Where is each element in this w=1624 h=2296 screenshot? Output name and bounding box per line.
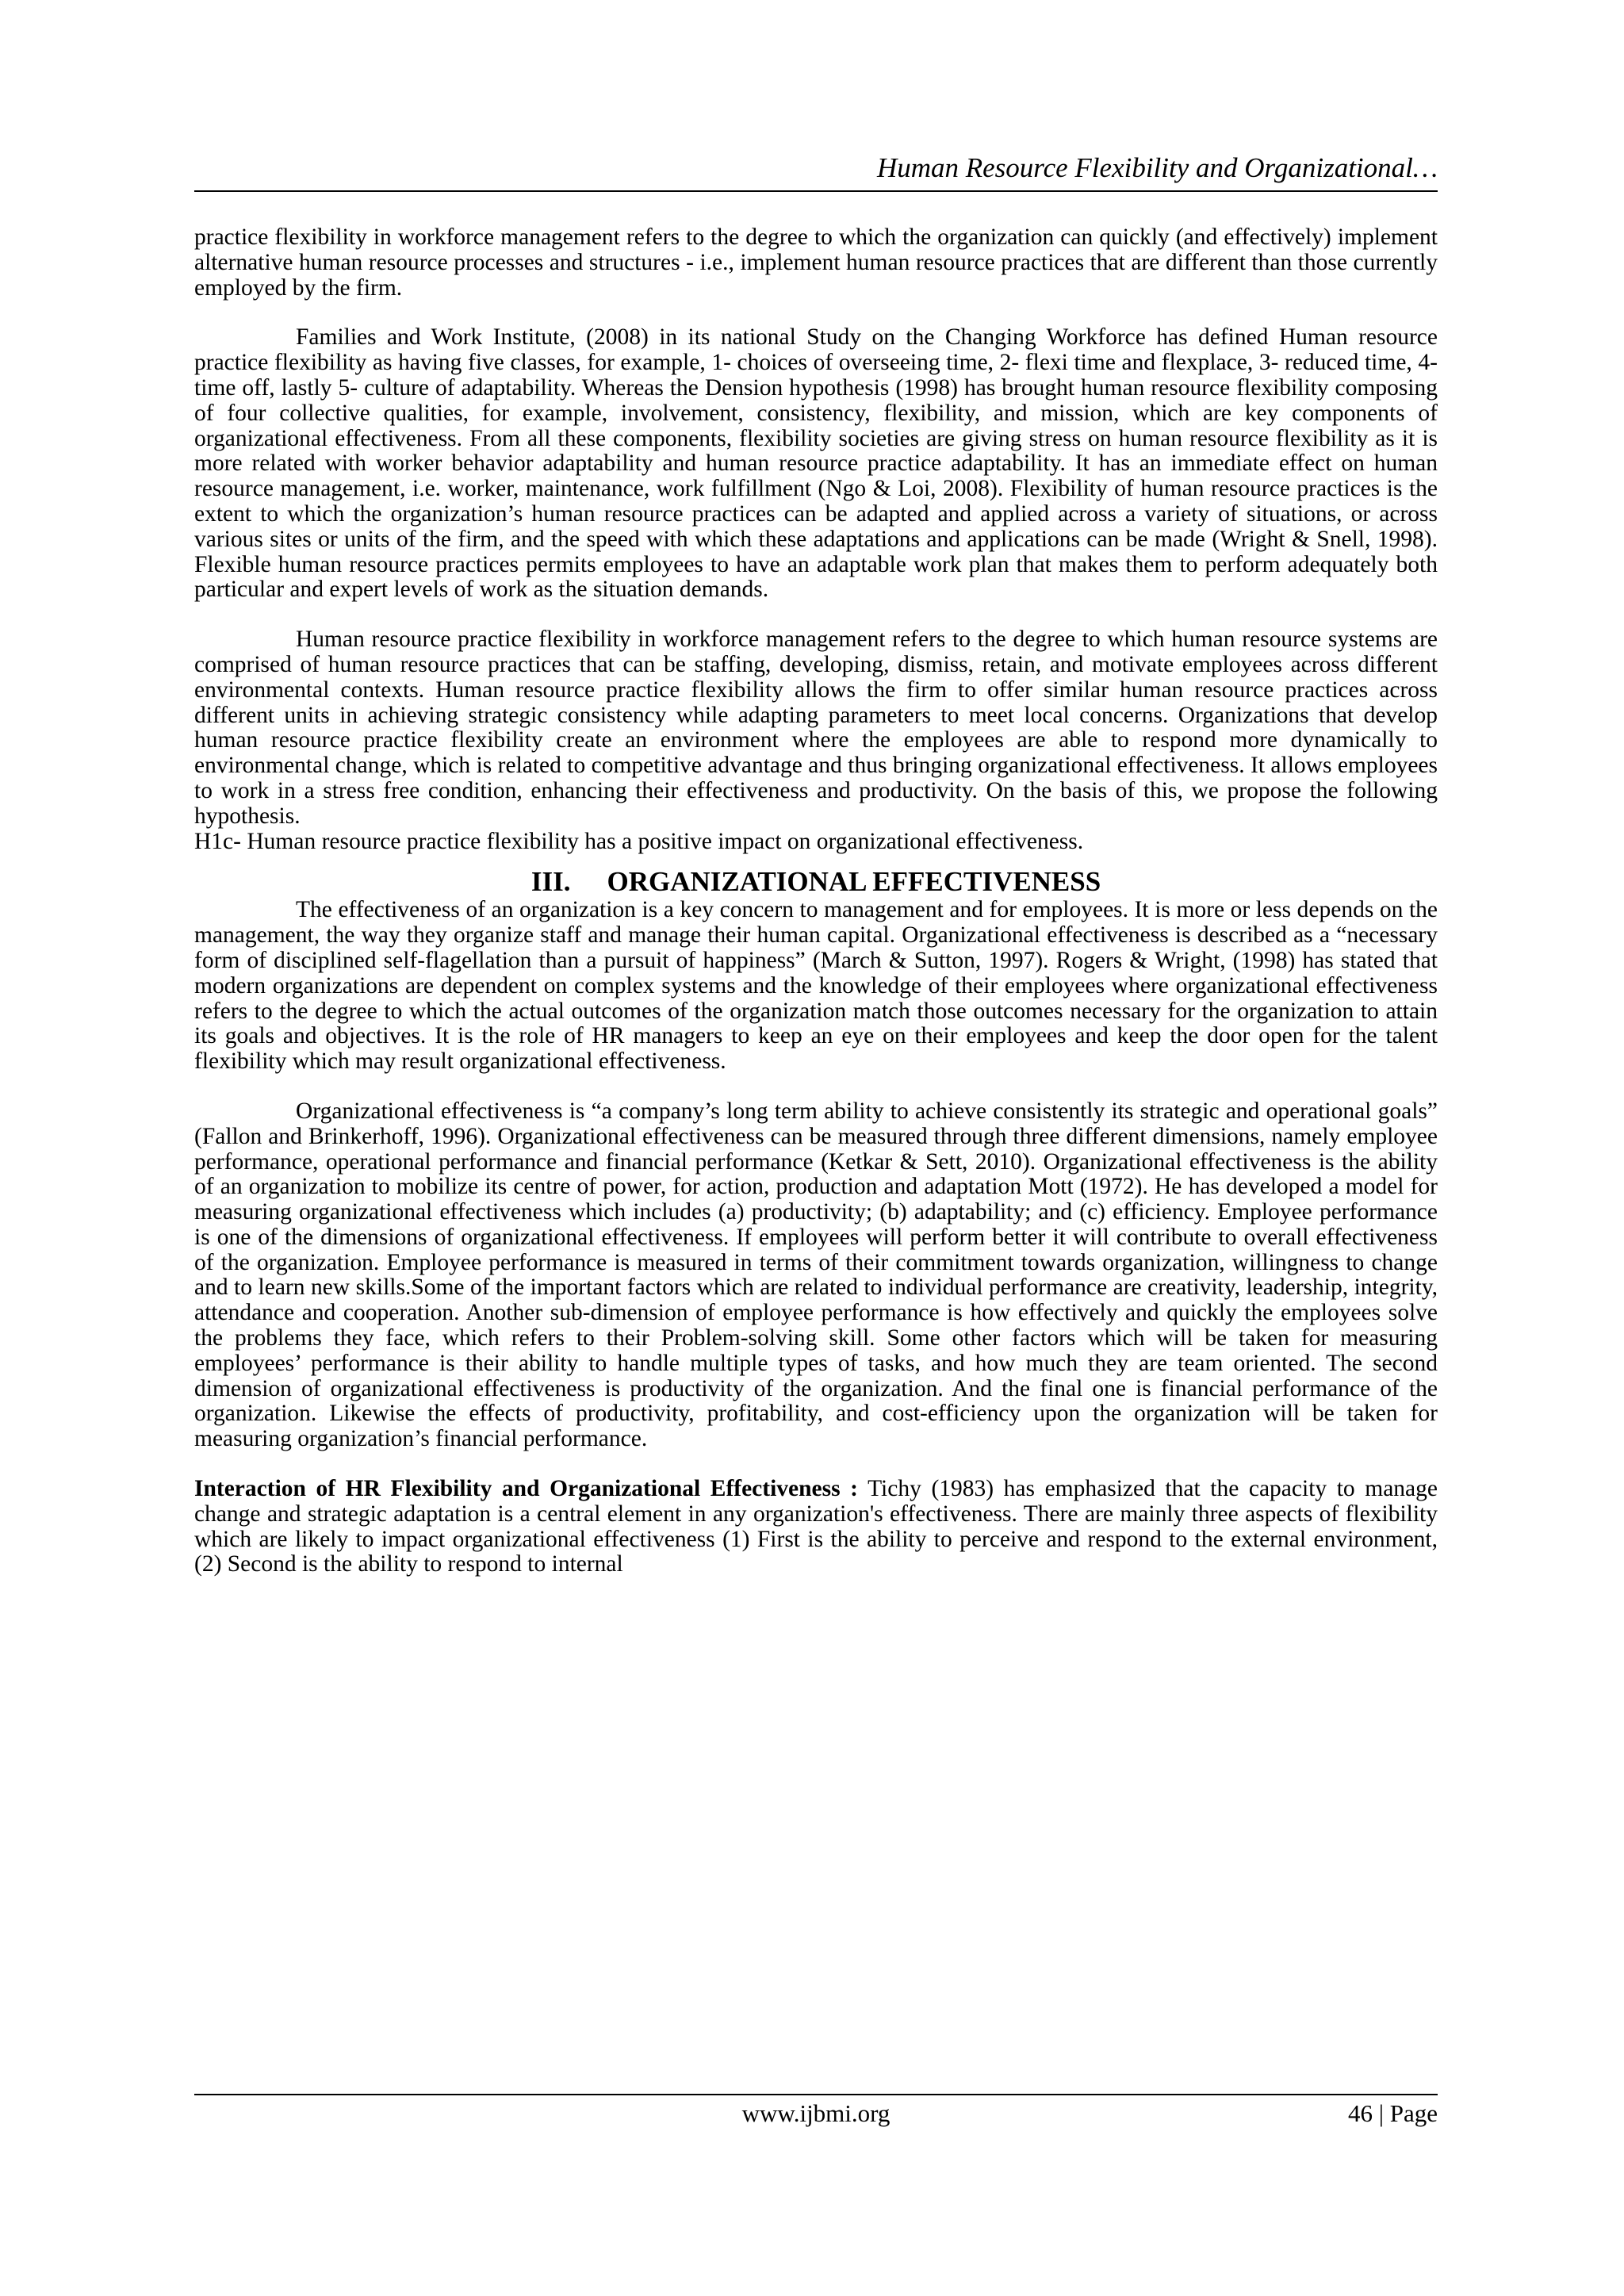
footer-rule [194, 2094, 1438, 2095]
article-body [194, 225, 1438, 1577]
section-title: ORGANIZATIONAL EFFECTIVENESS [607, 866, 1101, 898]
running-header: Human Resource Flexibility and Organizational… [876, 152, 1438, 183]
hypothesis-statement: H1c- Human resource practice flexibility has a positive impact on organizational effectiveness. [194, 828, 1084, 854]
paragraph-with-run-in-heading [194, 1477, 1438, 1577]
page-number: 46 | Page [1348, 2099, 1438, 2127]
paragraph: Human resource practice flexibility in workforce management refers to the degree to which human resource systems are comprised of human resource practices that can be staffing, developing, dismiss, retain, and motivate employees across different environmental contexts. Human resource practice flexibility allows the firm to offer similar human resource practices across different units in achieving strategic consistency while adapting parameters to meet local concerns. Organizations that develop human resource practice flexibility create an environment where the employees are able to respond more dynamically to environmental change, which is related to competitive advantage and thus bringing organizational effectiveness. It allows employees to work in a stress free condition, enhancing their effectiveness and productivity. On the basis of this, we propose the following hypothesis. [194, 627, 1438, 829]
paragraph: Organizational effectiveness is “a company’s long term ability to achieve consistently its strategic and operational goals” (Fallon and Brinkerhoff, 1996). Organizational effectiveness can be measured through three different dimensions, namely employee performance, operational performance and financial performance (Ketkar & Sett, 2010). Organizational effectiveness is the ability of an organization to mobilize its centre of power, for action, production and adaptation Mott (1972). He has developed a model for measuring organizational effectiveness which includes (a) productivity; (b) adaptability; and (c) efficiency. Employee performance is one of the dimensions of organizational effectiveness. If employees will perform better it will contribute to overall effectiveness of the organization. Employee performance is measured in terms of their commitment towards organization, willingness to change and to learn new skills.Some of the important factors which are related to individual performance are creativity, leadership, integrity, attendance and cooperation. Another sub-dimension of employee performance is how effectively and quickly the employees solve the problems they face, which refers to their Problem-solving skill. Some other factors which will be taken for measuring employees’ performance is their ability to handle multiple types of tasks, and how much they are team oriented. The second dimension of organizational effectiveness is productivity of the organization. And the final one is financial performance of the organization. Likewise the effects of productivity, profitability, and cost-efficiency upon the organization will be taken for measuring organization’s financial performance. [194, 1098, 1438, 1452]
journal-url: www.ijbmi.org [741, 2099, 891, 2127]
header-rule [194, 190, 1438, 192]
run-in-heading: Interaction of HR Flexibility and Organizational Effectiveness : [194, 1476, 859, 1502]
section-heading [194, 867, 1438, 896]
paragraph-continuation: practice flexibility in workforce management refers to the degree to which the organization can quickly (and effectively) implement alternative human resource processes and structures - i.e., implement human resource practices that are different than those currently employed by the firm. [194, 224, 1438, 301]
section-number: III. [530, 866, 571, 898]
paragraph: Families and Work Institute, (2008) in its national Study on the Changing Workforce has defined Human resource practice flexibility as having five classes, for example, 1- choices of overseeing time, 2- flexi time and flexplace, 3- reduced time, 4- time off, lastly 5- culture of adaptability. Whereas the Dension hypothesis (1998) has brought human resource flexibility composing of four collective qualities, for example, involvement, consistency, flexibility, and mission, which are key components of organizational effectiveness. From all these components, flexibility societies are giving stress on human resource flexibility as it is more related with worker behavior adaptability and human resource practice adaptability. It has an immediate effect on human resource management, i.e. worker, maintenance, work fulfillment (Ngo & Loi, 2008). Flexibility of human resource practices is the extent to which the organization’s human resource practices can be adapted and applied across a variety of situations, or across various sites or units of the firm, and the speed with which these adaptations and applications can be made (Wright & Snell, 1998). Flexible human resource practices permits employees to have an adaptable work plan that makes them to perform adequately both particular and expert levels of work as the situation demands. [194, 324, 1438, 603]
paragraph-text: Tichy (1983) has emphasized that the capacity to manage change and strategic adaptation is a central element in any organization's effectiveness. There are mainly three aspects of flexibility which are likely to impact organizational effectiveness (1) First is the ability to perceive and respond to the external environment, (2) Second is the ability to respond to internal [194, 1476, 1438, 1577]
paragraph: The effectiveness of an organization is a key concern to management and for employees. It is more or less depends on the management, the way they organize staff and manage their human capital. Organizational effectiveness is described as a “necessary form of disciplined self-flagellation than a pursuit of happiness” (March & Sutton, 1997). Rogers & Wright, (1998) has stated that modern organizations are dependent on complex systems and the knowledge of their employees where organizational effectiveness refers to the degree to which the actual outcomes of the organization match those outcomes necessary for the organization to attain its goals and objectives. It is the role of HR managers to keep an eye on their employees and keep the door open for the talent flexibility which may result organizational effectiveness. [194, 897, 1438, 1075]
